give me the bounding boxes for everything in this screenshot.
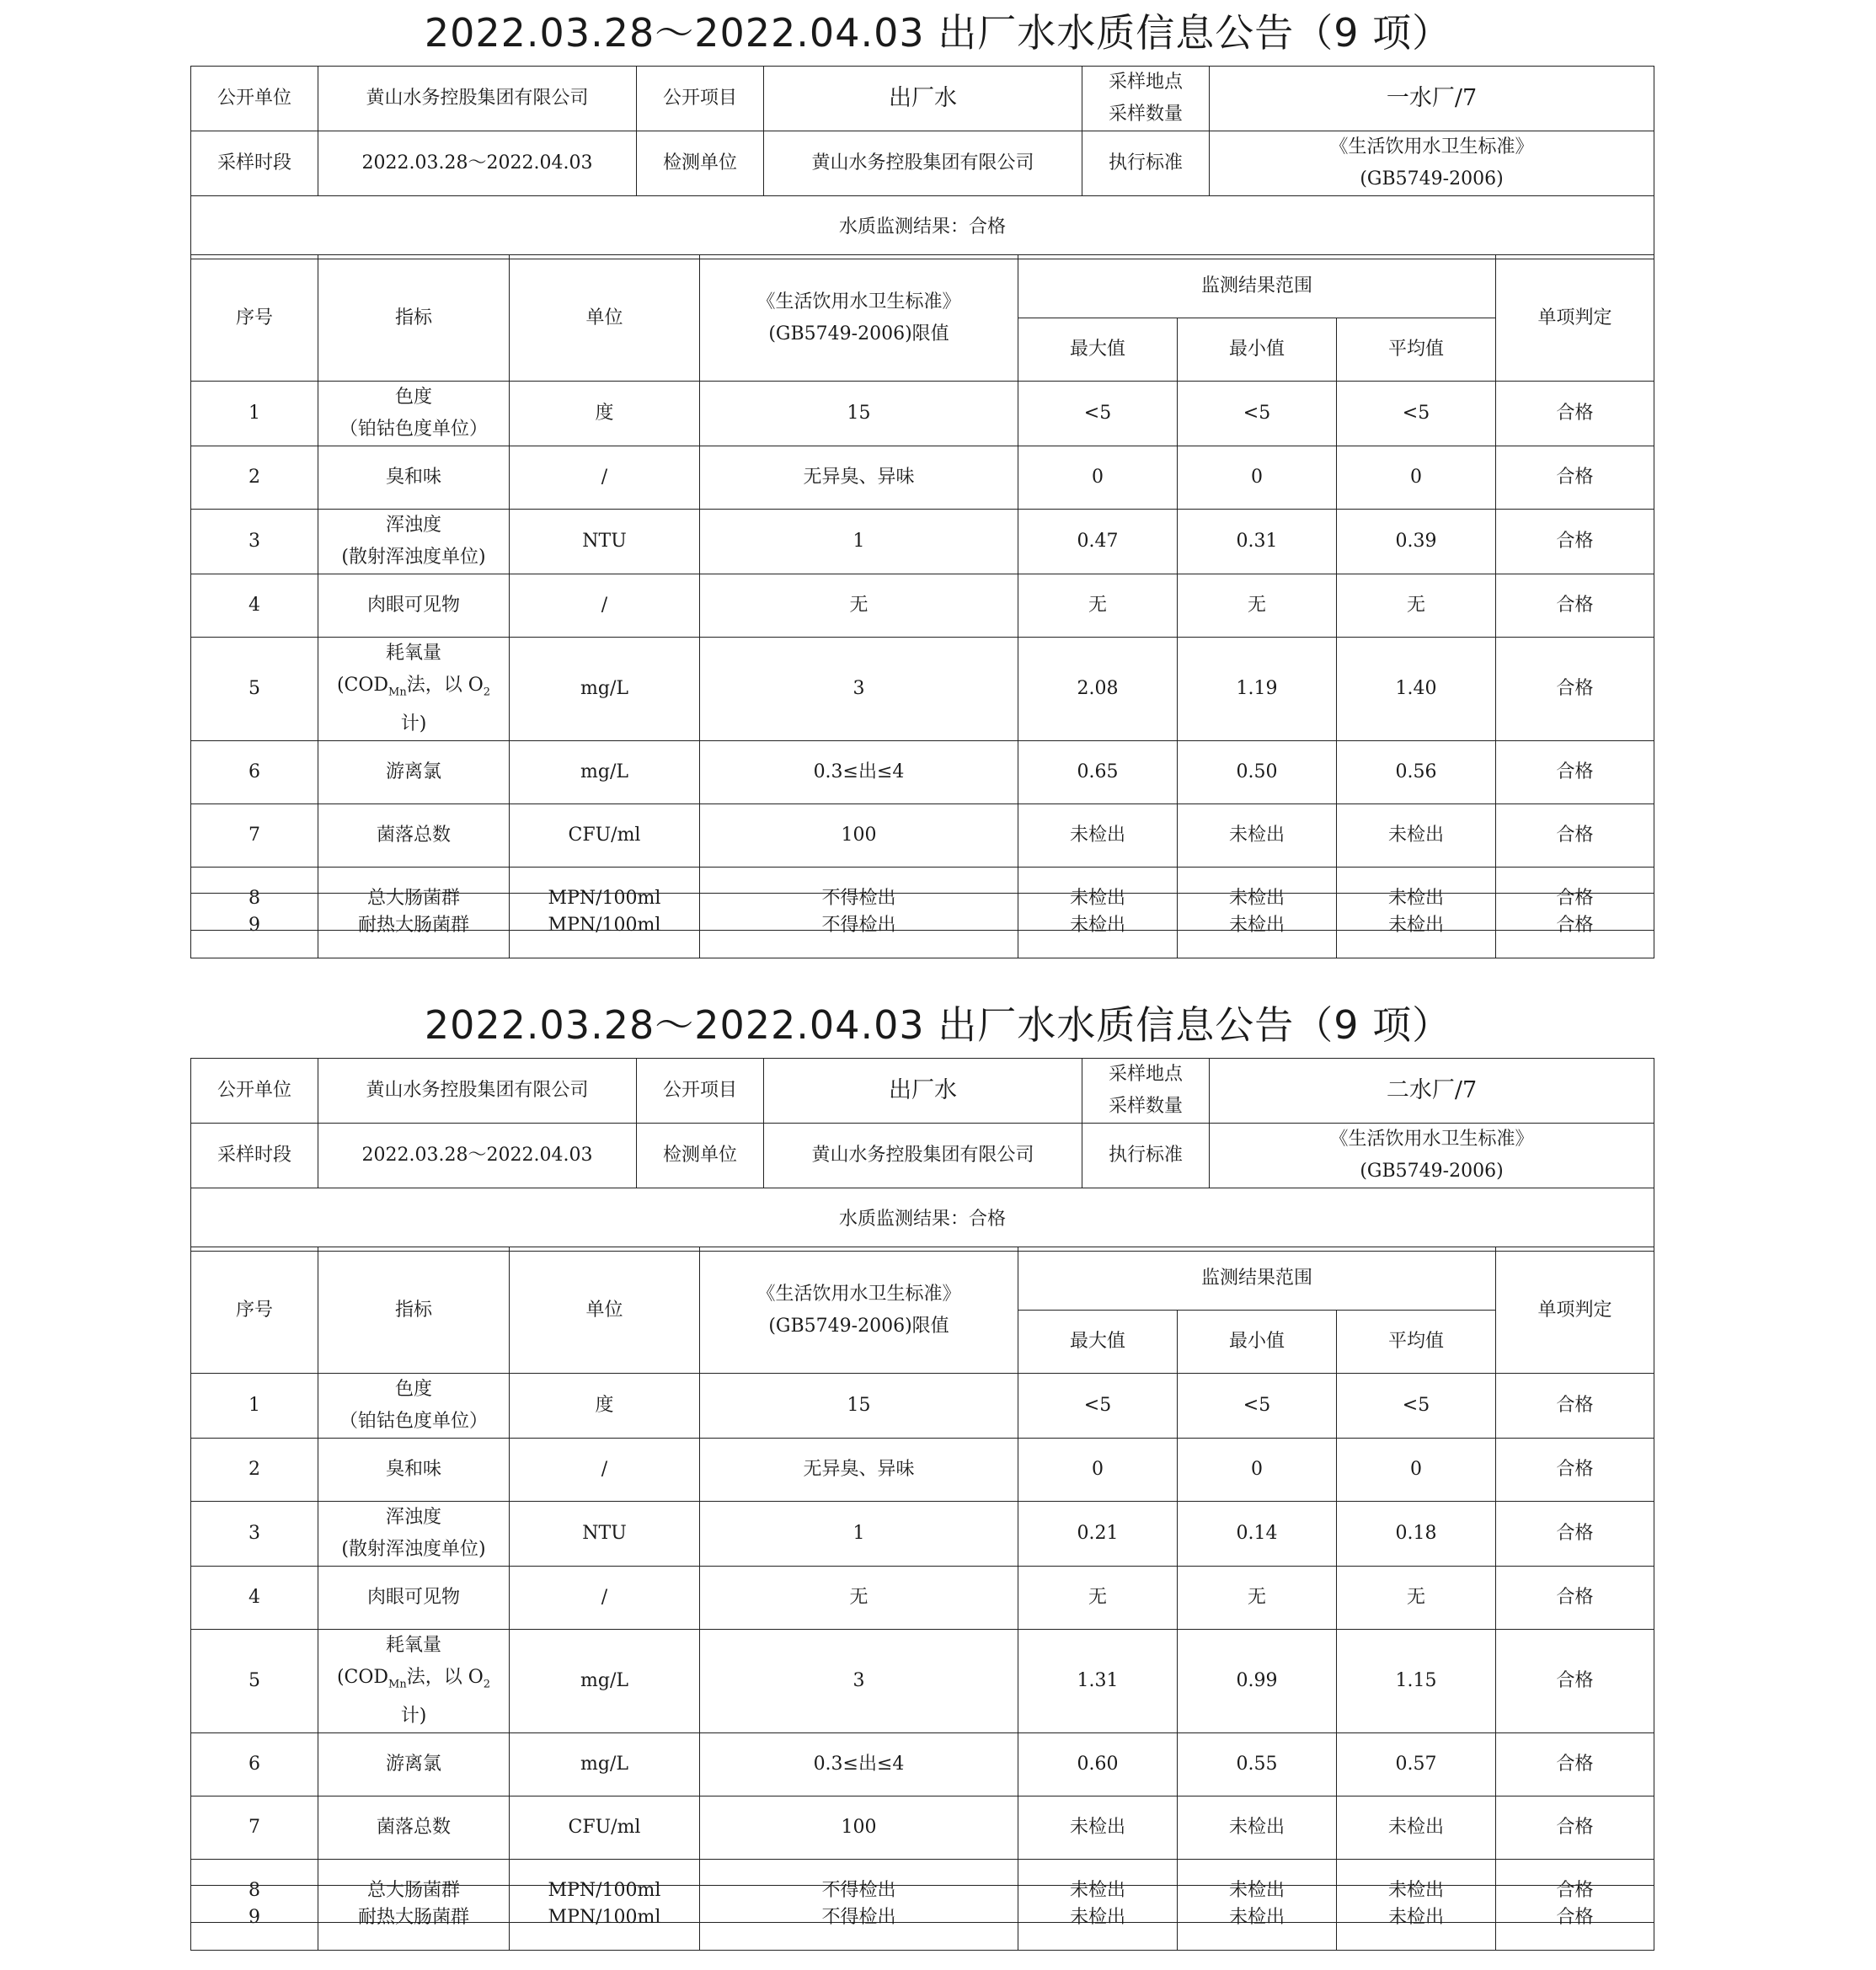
std-value [1210,131,1654,196]
row-indicator [318,382,510,446]
rows-body [191,382,1654,931]
row-min: 未检出 [1178,894,1337,958]
row-limit: 不得检出 [700,894,1018,958]
row-indicator [318,1567,510,1630]
row-avg: 未检出 [1337,804,1496,868]
hdr-limit [700,255,1018,382]
indicator-note: (散射浑浊度单位) [341,1539,486,1560]
note-subscript: 2 [483,1678,491,1691]
row-limit: 0.3≤出≤4 [700,741,1018,804]
row-judge: 合格 [1496,894,1654,958]
row-avg: 0 [1337,446,1496,510]
lab-value: 黄山水务控股集团有限公司 [764,1124,1082,1188]
hdr-limit [700,1247,1018,1374]
hdr-seq: 序号 [191,255,318,382]
row-min: 0 [1178,1439,1337,1502]
std-line1: 《生活饮用水卫生标准》 [1329,136,1534,157]
row-avg: 未检出 [1337,894,1496,958]
indicator-note: (散射浑浊度单位) [341,547,486,568]
row-seq: 9 [191,894,318,958]
row-indicator [318,1733,510,1796]
row-limit: 100 [700,804,1018,868]
hdr-limit-line2: (GB5749-2006)限值 [768,323,949,344]
results-table-last [190,1885,1654,1951]
note-part: 法，以 O [406,675,484,696]
table-row [191,1567,1654,1630]
note-part: 法，以 O [406,1667,484,1688]
row-avg: 1.40 [1337,638,1496,741]
row-indicator [318,446,510,510]
row-unit: / [510,1439,700,1502]
row-limit: 不得检出 [700,1860,1018,1923]
row-unit: MPN/100ml [510,1886,700,1951]
pub-unit-value: 黄山水务控股集团有限公司 [318,1059,637,1124]
row-max: 1.31 [1018,1630,1178,1733]
row-min: 未检出 [1178,1860,1337,1923]
row-unit: NTU [510,510,700,574]
indicator-name: 总大肠菌群 [366,1880,460,1902]
hdr-range: 监测结果范围 [1018,1247,1496,1311]
indicator-name: 游离氯 [385,761,441,783]
pub-unit-value: 黄山水务控股集团有限公司 [318,67,637,131]
indicator-name: 肉眼可见物 [366,595,460,616]
row-avg: 0.56 [1337,741,1496,804]
row-min: 未检出 [1178,804,1337,868]
row-min: 未检出 [1178,868,1337,931]
lab-label: 检测单位 [637,131,764,196]
row-judge: 合格 [1496,574,1654,638]
row-max: 无 [1018,574,1178,638]
row-limit: 0.3≤出≤4 [700,1733,1018,1796]
row-seq: 4 [191,574,318,638]
std-line2: (GB5749-2006) [1360,168,1504,190]
row-limit: 无异臭、异味 [700,1439,1018,1502]
row-max: 2.08 [1018,638,1178,741]
row-seq: 1 [191,1374,318,1439]
std-label: 执行标准 [1082,1124,1210,1188]
indicator-name: 总大肠菌群 [366,888,460,910]
site-value: 一水厂/7 [1210,67,1654,131]
row-max: 未检出 [1018,1886,1178,1951]
row-unit: / [510,574,700,638]
indicator-note [322,670,505,740]
row-min: 0.99 [1178,1630,1337,1733]
notice-title: 2022.03.28～2022.04.03 出厂水水质信息公告（9 项） [424,1002,1452,1048]
row-max: <5 [1018,1374,1178,1439]
pub-item-value: 出厂水 [764,1059,1082,1124]
row-avg: 1.15 [1337,1630,1496,1733]
results-table-last [190,893,1654,958]
row-avg: 0.18 [1337,1502,1496,1567]
row-min: 0.14 [1178,1502,1337,1567]
row-indicator [318,1502,510,1567]
indicator-name: 浑浊度 [385,1507,441,1528]
row-avg: 无 [1337,574,1496,638]
hdr-max: 最大值 [1018,1311,1178,1374]
period-value: 2022.03.28～2022.04.03 [318,131,637,196]
row-limit: 不得检出 [700,1886,1018,1951]
table-row [191,804,1654,868]
hdr-unit: 单位 [510,255,700,382]
results-table [190,1247,1654,1923]
row-judge: 合格 [1496,1630,1654,1733]
row-judge: 合格 [1496,1733,1654,1796]
row-max: <5 [1018,382,1178,446]
note-subscript: Mn [388,686,407,699]
indicator-note: （铂钴色度单位） [339,1411,488,1432]
site-label-line2: 采样数量 [1108,104,1183,125]
row-seq: 6 [191,741,318,804]
row-seq: 3 [191,510,318,574]
indicator-name: 菌落总数 [376,1817,451,1839]
row-min: 1.19 [1178,638,1337,741]
hdr-indicator: 指标 [318,1247,510,1374]
site-label-line1: 采样地点 [1108,72,1183,93]
row-unit: MPN/100ml [510,1860,700,1923]
hdr-seq: 序号 [191,1247,318,1374]
indicator-name: 游离氯 [385,1754,441,1775]
row-judge: 合格 [1496,1860,1654,1923]
row-min: 无 [1178,1567,1337,1630]
indicator-name: 浑浊度 [385,515,441,536]
row-seq: 1 [191,382,318,446]
hdr-max: 最大值 [1018,318,1178,382]
row-unit: MPN/100ml [510,894,700,958]
hdr-indicator: 指标 [318,255,510,382]
row-indicator [318,510,510,574]
row-limit: 15 [700,382,1018,446]
row-avg: 0.57 [1337,1733,1496,1796]
row-min: 未检出 [1178,1796,1337,1860]
indicator-note: （铂钴色度单位） [339,419,488,440]
row-max: 0.60 [1018,1733,1178,1796]
table-row [191,1796,1654,1860]
row-seq: 8 [191,1860,318,1923]
results-table [190,254,1654,931]
indicator-name: 肉眼可见物 [366,1587,460,1608]
row-min: 0.50 [1178,741,1337,804]
row-indicator [318,741,510,804]
row-avg: 未检出 [1337,868,1496,931]
hdr-avg: 平均值 [1337,318,1496,382]
row-limit: 15 [700,1374,1018,1439]
row-indicator [318,894,510,958]
site-label [1082,67,1210,131]
row-judge: 合格 [1496,868,1654,931]
table-row [191,1374,1654,1439]
row-max: 0 [1018,1439,1178,1502]
row-seq: 9 [191,1886,318,1951]
row-max: 未检出 [1018,1860,1178,1923]
table-row [191,1733,1654,1796]
note-part: (COD [336,1667,389,1688]
row-max: 0.65 [1018,741,1178,804]
note-part: (COD [336,675,389,696]
row-seq: 4 [191,1567,318,1630]
row-unit: 度 [510,382,700,446]
row-seq: 2 [191,1439,318,1502]
table-row [191,446,1654,510]
row-max: 未检出 [1018,804,1178,868]
note-subscript: 2 [483,686,491,699]
row-min: <5 [1178,382,1337,446]
row-avg: 未检出 [1337,1860,1496,1923]
rows-body-last [191,894,1654,958]
indicator-name: 耗氧量 [385,1635,441,1656]
indicator-name: 耐热大肠菌群 [357,1907,469,1928]
row-unit: mg/L [510,638,700,741]
row-unit: MPN/100ml [510,868,700,931]
result-summary: 水质监测结果：合格 [191,1188,1654,1252]
rows-body [191,1374,1654,1923]
row-limit: 不得检出 [700,868,1018,931]
site-label-line1: 采样地点 [1108,1064,1183,1085]
row-indicator [318,1439,510,1502]
row-limit: 1 [700,1502,1018,1567]
row-judge: 合格 [1496,510,1654,574]
row-limit: 1 [700,510,1018,574]
note-subscript: Mn [388,1678,407,1691]
row-avg: <5 [1337,1374,1496,1439]
row-seq: 8 [191,868,318,931]
period-value: 2022.03.28～2022.04.03 [318,1124,637,1188]
row-unit: mg/L [510,1630,700,1733]
indicator-name: 臭和味 [385,467,441,488]
row-max: 0.21 [1018,1502,1178,1567]
site-label [1082,1059,1210,1124]
lab-value: 黄山水务控股集团有限公司 [764,131,1082,196]
row-judge: 合格 [1496,1567,1654,1630]
table-row [191,1630,1654,1733]
row-judge: 合格 [1496,1439,1654,1502]
indicator-note [322,1662,505,1732]
hdr-avg: 平均值 [1337,1311,1496,1374]
row-avg: 0.39 [1337,510,1496,574]
table-row [191,510,1654,574]
row-judge: 合格 [1496,1886,1654,1951]
row-avg: <5 [1337,382,1496,446]
table-row [191,894,1654,958]
row-max: 0 [1018,446,1178,510]
row-limit: 无 [700,1567,1018,1630]
hdr-min: 最小值 [1178,318,1337,382]
notice-title: 2022.03.28～2022.04.03 出厂水水质信息公告（9 项） [424,10,1452,56]
row-limit: 无 [700,574,1018,638]
period-label: 采样时段 [191,1124,318,1188]
row-indicator [318,574,510,638]
row-seq: 3 [191,1502,318,1567]
pub-item-label: 公开项目 [637,1059,764,1124]
std-line1: 《生活饮用水卫生标准》 [1329,1129,1534,1150]
row-judge: 合格 [1496,446,1654,510]
rows-body-last [191,1886,1654,1951]
site-value: 二水厂/7 [1210,1059,1654,1124]
indicator-name: 菌落总数 [376,825,451,846]
row-seq: 5 [191,1630,318,1733]
period-label: 采样时段 [191,131,318,196]
indicator-name: 色度 [394,387,432,408]
table-row [191,1502,1654,1567]
hdr-judge: 单项判定 [1496,255,1654,382]
row-unit: CFU/ml [510,1796,700,1860]
hdr-limit-line2: (GB5749-2006)限值 [768,1315,949,1337]
row-min: 0.55 [1178,1733,1337,1796]
pub-item-value: 出厂水 [764,67,1082,131]
row-judge: 合格 [1496,382,1654,446]
hdr-min: 最小值 [1178,1311,1337,1374]
row-avg: 无 [1337,1567,1496,1630]
row-limit: 无异臭、异味 [700,446,1018,510]
row-unit: 度 [510,1374,700,1439]
info-table [190,66,1654,259]
table-row [191,638,1654,741]
row-seq: 2 [191,446,318,510]
std-value [1210,1124,1654,1188]
std-line2: (GB5749-2006) [1360,1161,1504,1182]
row-seq: 5 [191,638,318,741]
indicator-name: 臭和味 [385,1459,441,1480]
row-seq: 7 [191,1796,318,1860]
result-summary: 水质监测结果：合格 [191,196,1654,259]
pub-item-label: 公开项目 [637,67,764,131]
row-avg: 未检出 [1337,1796,1496,1860]
row-unit: / [510,446,700,510]
note-part: 计) [400,713,427,735]
row-avg: 0 [1337,1439,1496,1502]
row-limit: 100 [700,1796,1018,1860]
table-row [191,382,1654,446]
pub-unit-label: 公开单位 [191,67,318,131]
row-judge: 合格 [1496,1796,1654,1860]
table-row [191,1886,1654,1951]
table-row [191,574,1654,638]
row-unit: / [510,1567,700,1630]
row-judge: 合格 [1496,638,1654,741]
note-part: 计) [400,1706,427,1727]
row-judge: 合格 [1496,1502,1654,1567]
lab-label: 检测单位 [637,1124,764,1188]
row-max: 未检出 [1018,894,1178,958]
row-max: 未检出 [1018,868,1178,931]
row-judge: 合格 [1496,804,1654,868]
indicator-name: 耗氧量 [385,643,441,664]
row-min: 无 [1178,574,1337,638]
row-max: 0.47 [1018,510,1178,574]
row-unit: CFU/ml [510,804,700,868]
info-table [190,1058,1654,1252]
hdr-limit-line1: 《生活饮用水卫生标准》 [756,291,961,312]
row-avg: 未检出 [1337,1886,1496,1951]
row-unit: NTU [510,1502,700,1567]
row-limit: 3 [700,638,1018,741]
table-row [191,1439,1654,1502]
row-indicator [318,1374,510,1439]
indicator-name: 色度 [394,1379,432,1400]
row-indicator [318,1886,510,1951]
hdr-unit: 单位 [510,1247,700,1374]
row-max: 无 [1018,1567,1178,1630]
row-limit: 3 [700,1630,1018,1733]
hdr-limit-line1: 《生活饮用水卫生标准》 [756,1283,961,1305]
std-label: 执行标准 [1082,131,1210,196]
row-min: 未检出 [1178,1886,1337,1951]
site-label-line2: 采样数量 [1108,1096,1183,1117]
row-max: 未检出 [1018,1796,1178,1860]
hdr-judge: 单项判定 [1496,1247,1654,1374]
row-unit: mg/L [510,741,700,804]
row-min: 0 [1178,446,1337,510]
row-min: 0.31 [1178,510,1337,574]
table-row [191,741,1654,804]
row-indicator [318,804,510,868]
row-judge: 合格 [1496,741,1654,804]
row-judge: 合格 [1496,1374,1654,1439]
pub-unit-label: 公开单位 [191,1059,318,1124]
row-seq: 7 [191,804,318,868]
row-indicator [318,638,510,741]
indicator-name: 耐热大肠菌群 [357,915,469,936]
row-unit: mg/L [510,1733,700,1796]
row-seq: 6 [191,1733,318,1796]
row-min: <5 [1178,1374,1337,1439]
row-indicator [318,1796,510,1860]
row-indicator [318,1630,510,1733]
hdr-range: 监测结果范围 [1018,255,1496,318]
